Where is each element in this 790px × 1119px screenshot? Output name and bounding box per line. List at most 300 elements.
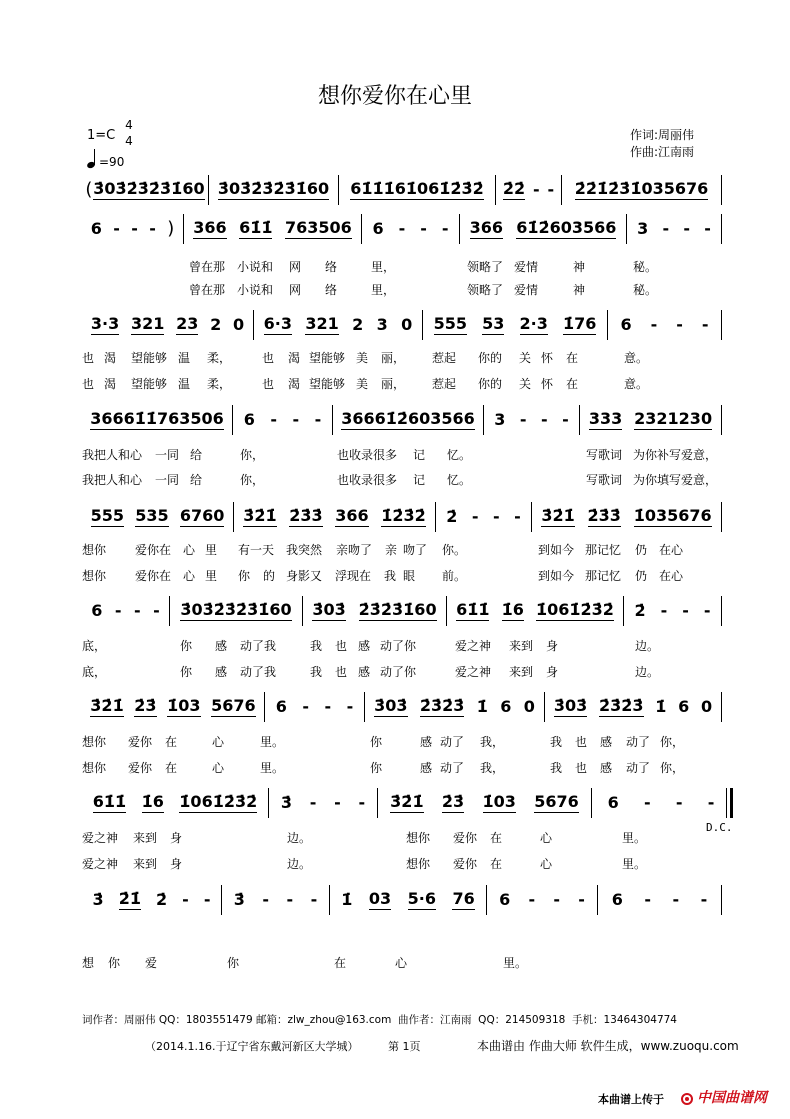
note: 6 xyxy=(500,696,512,716)
sustain-dash: - xyxy=(683,218,690,238)
lyric-segment: 也收录很多 xyxy=(337,473,398,487)
note-group: 333 xyxy=(588,409,623,428)
measure xyxy=(82,310,254,340)
note-group: 1̇76 xyxy=(563,314,597,333)
repeat-bracket: ( xyxy=(85,178,93,200)
lyric-segment: 你的 xyxy=(478,351,503,365)
lyric-segment: 想你 xyxy=(82,735,107,749)
lyric-segment: 爱之神 xyxy=(455,665,492,679)
note-group: 6760 xyxy=(179,506,225,525)
note-group: 2̇3̇2̇3̇ xyxy=(419,696,465,715)
sustain-dash: - xyxy=(540,409,548,429)
measure xyxy=(496,175,562,205)
measure xyxy=(269,788,378,818)
lyric-segment: 想你 xyxy=(82,543,107,557)
lyric-segment: 爱 xyxy=(145,956,158,970)
lyric-segment: 我 xyxy=(384,569,397,583)
lyric-segment: 感 xyxy=(215,639,228,653)
note-group: 2321230 xyxy=(634,409,713,428)
lyric-segment: 记 xyxy=(413,473,426,487)
final-measure xyxy=(592,788,733,818)
lyric-segment: 动了 xyxy=(440,761,465,775)
note: 6 xyxy=(607,792,619,812)
lyric-segment: 爱你 xyxy=(128,761,153,775)
lyric-segment: 爱你在 xyxy=(135,543,172,557)
quarter-note-icon xyxy=(86,148,98,170)
note: 1̇ xyxy=(341,889,353,909)
lyric-segment: 爱你 xyxy=(453,857,478,871)
sustain-dash: - xyxy=(672,889,680,909)
note: 0 xyxy=(523,696,535,716)
lyric-segment: 写歌词 xyxy=(586,448,623,462)
lyric-segment: 来到 xyxy=(133,831,158,845)
note-group: 3̇2̇1̇ xyxy=(390,792,424,811)
sustain-dash: - xyxy=(262,889,269,909)
lyric-segment: 在 xyxy=(566,377,579,391)
lyric-segment: 渴 xyxy=(104,377,117,391)
lyric-segment: 给 xyxy=(190,448,203,462)
da-capo-mark: D.C. xyxy=(706,821,733,834)
sustain-dash: - xyxy=(644,889,651,909)
note: 6 xyxy=(91,600,103,620)
measure xyxy=(233,405,333,435)
note-group: 1̇6 xyxy=(501,600,524,619)
generator-note: 本曲谱由 作曲大师 软件生成，www.zuoqu.com xyxy=(477,1039,739,1053)
lyric-segment: 我 xyxy=(550,761,563,775)
lyric-segment: 在 xyxy=(490,831,503,845)
lyric-segment: 想你 xyxy=(406,831,431,845)
lyric-segment: 你 xyxy=(370,761,383,775)
measure xyxy=(234,502,436,532)
note: 3̇ xyxy=(233,889,245,909)
lyric-segment: 里。 xyxy=(622,857,647,871)
measure xyxy=(265,692,365,722)
lyric-segment: 来到 xyxy=(509,665,534,679)
sustain-dash: - xyxy=(324,696,332,716)
note-group: 36661̇1̇763506 xyxy=(90,409,224,428)
sustain-dash: - xyxy=(514,506,521,526)
lyric-segment: 在心 xyxy=(659,543,684,557)
note-group: 23 xyxy=(176,314,199,333)
note: 6 xyxy=(372,218,384,238)
note-group: 5·6 xyxy=(407,889,436,908)
lyric-segment: 想你 xyxy=(82,761,107,775)
note-group: 76 xyxy=(452,889,475,908)
lyric-segment: 边。 xyxy=(635,639,660,653)
lyric-segment: 心 xyxy=(212,735,225,749)
lyric-segment: 也 xyxy=(335,639,348,653)
note: 0 xyxy=(232,314,245,334)
note-group: 2̇3̇3̇ xyxy=(587,506,621,525)
lyric-segment: 你 xyxy=(370,735,383,749)
sustain-dash: - xyxy=(420,218,427,238)
lyric-segment: 亲 xyxy=(385,543,398,557)
lyric-segment: 也 xyxy=(82,377,95,391)
lyric-segment: 里 xyxy=(205,543,218,557)
lyric-segment: 感 xyxy=(600,735,613,749)
note-group: 2̇3̇ xyxy=(441,792,465,811)
note-group: 61̇1̇1̇61̇061̇2̇3̇2̇ xyxy=(350,179,484,198)
lyric-segment: 动了 xyxy=(626,735,651,749)
lyric-segment: 身影又 xyxy=(286,569,323,583)
lyric-segment: 爱之神 xyxy=(82,857,119,871)
lyric-segment: 心 xyxy=(183,543,196,557)
measure xyxy=(580,405,722,435)
note: 3 xyxy=(637,218,649,238)
note-group: 36661̇2̇603566 xyxy=(341,409,475,428)
measure xyxy=(365,692,545,722)
measure xyxy=(627,214,722,244)
sustain-dash: - xyxy=(492,506,500,526)
lyric-segment: 柔， xyxy=(207,377,232,391)
sustain-dash: - xyxy=(528,889,536,909)
sustain-dash: - xyxy=(114,600,122,620)
sustain-dash: - xyxy=(700,889,708,909)
lyric-segment: 你。 xyxy=(442,543,467,557)
lyric-segment: 想 xyxy=(82,956,95,970)
lyric-segment: 领略了 xyxy=(467,260,504,274)
measure xyxy=(330,885,487,915)
sustain-dash: - xyxy=(532,179,540,199)
lyric-segment: 底， xyxy=(82,639,107,653)
sustain-dash: - xyxy=(703,600,711,620)
lyric-segment: 想你 xyxy=(82,569,107,583)
sustain-dash: - xyxy=(441,218,449,238)
lyric-segment: 渴 xyxy=(288,351,301,365)
lyric-segment: 望能够 xyxy=(131,377,168,391)
lyric-segment: 爱之神 xyxy=(82,831,119,845)
measure xyxy=(82,885,222,915)
measure xyxy=(82,175,209,205)
lyric-segment: 曾在那 xyxy=(189,283,226,297)
lyric-segment: 身 xyxy=(546,639,559,653)
note-group: 2̇3̇2̇3̇ xyxy=(598,696,644,715)
lyric-segment: 感 xyxy=(358,665,371,679)
sustain-dash: - xyxy=(682,600,689,620)
sustain-dash: - xyxy=(149,218,156,238)
note: 3 xyxy=(376,314,388,334)
lyric-segment: 在 xyxy=(165,761,178,775)
lyric-segment: 也 xyxy=(575,735,588,749)
lyric-segment: 望能够 xyxy=(131,351,168,365)
repeat-bracket: ) xyxy=(167,217,175,239)
lyric-segment: 动了我 xyxy=(240,639,277,653)
note: 2̇ xyxy=(155,889,168,909)
note-group: 61̇1̇ xyxy=(456,600,490,619)
lyric-segment: 里， xyxy=(371,260,396,274)
lyric-segment: 在 xyxy=(165,735,178,749)
lyric-segment: 我 xyxy=(310,665,323,679)
note-group: 61̇2̇603566 xyxy=(516,218,617,237)
lyric-segment: 感 xyxy=(600,761,613,775)
lyric-segment: 心 xyxy=(183,569,196,583)
lyric-segment: 给 xyxy=(190,473,203,487)
note: 1̇ xyxy=(476,696,488,716)
lyric-segment: 前。 xyxy=(442,569,467,583)
sustain-dash: - xyxy=(675,792,683,812)
lyric-segment: 吻了 xyxy=(403,543,428,557)
time-signature-top: 4 xyxy=(125,118,133,132)
note-group: 3̇03̇ xyxy=(553,696,588,715)
lyric-segment: 爱你 xyxy=(453,831,478,845)
lyric-segment: 惹起 xyxy=(432,377,457,391)
measure xyxy=(484,405,580,435)
note-group: 03 xyxy=(368,889,392,908)
lyric-segment: 曾在那 xyxy=(189,260,226,274)
upload-note: 本曲谱上传于 xyxy=(598,1093,664,1106)
lyric-segment: 里。 xyxy=(503,956,528,970)
lyric-segment: 望能够 xyxy=(309,377,346,391)
note-group: 3̇03̇2̇3̇2̇3̇1̇60 xyxy=(93,179,205,198)
note-group: 3̇03̇2̇3̇2̇3̇1̇60 xyxy=(217,179,330,198)
lyric-segment: 意。 xyxy=(624,351,649,365)
lyric-segment: 怀 xyxy=(541,351,554,365)
sustain-dash: - xyxy=(292,409,300,429)
lyric-segment: 温 xyxy=(178,351,191,365)
lyric-segment: 秘。 xyxy=(633,260,658,274)
lyric-segment: 爱情 xyxy=(514,260,539,274)
sustain-dash: - xyxy=(309,792,317,812)
note-group: 763506 xyxy=(284,218,352,237)
sustain-dash: - xyxy=(704,218,711,238)
lyric-segment: 边。 xyxy=(635,665,660,679)
measure xyxy=(222,885,330,915)
lyric-segment: 关 xyxy=(519,377,532,391)
lyric-segment: 络 xyxy=(325,283,338,297)
measure xyxy=(447,596,624,626)
lyric-segment: 有一天 xyxy=(238,543,275,557)
note: 2̇ xyxy=(634,600,646,620)
lyric-segment: 意。 xyxy=(624,377,649,391)
note: 2 xyxy=(210,314,222,334)
lyric-segment: 身 xyxy=(170,857,183,871)
measure xyxy=(82,405,233,435)
lyric-segment: 怀 xyxy=(541,377,554,391)
note-group: 366 xyxy=(335,506,369,525)
date-place-note: （2014.1.16.于辽宁省东戴河新区大学城） xyxy=(145,1040,359,1053)
lyric-segment: 渴 xyxy=(104,351,117,365)
lyric-segment: 那记忆 xyxy=(585,543,622,557)
measure xyxy=(460,214,627,244)
lyric-segment: 我突然 xyxy=(286,543,323,557)
lyric-segment: 神 xyxy=(573,260,586,274)
lyric-segment: 小说和 xyxy=(237,260,274,274)
note-group: 321 xyxy=(130,314,165,333)
note-group: 2̇3̇3̇ xyxy=(289,506,323,525)
lyric-segment: 那记忆 xyxy=(585,569,622,583)
lyric-segment: 秘。 xyxy=(633,283,658,297)
lyric-segment: 也 xyxy=(262,377,275,391)
lyric-segment: 里 xyxy=(205,569,218,583)
note: 3 xyxy=(494,409,506,429)
note-group: 2·3 xyxy=(519,314,548,333)
lyric-segment: 我 xyxy=(310,639,323,653)
lyric-segment: 网 xyxy=(289,260,302,274)
lyric-segment: 底， xyxy=(82,665,107,679)
lyric-segment: 动了 xyxy=(440,735,465,749)
lyric-segment: 为你补写爱意， xyxy=(633,448,718,462)
measure xyxy=(339,175,496,205)
measure xyxy=(423,310,608,340)
lyric-segment: 感 xyxy=(215,665,228,679)
lyric-segment: 写歌词 xyxy=(586,473,623,487)
lyric-segment: 也 xyxy=(262,351,275,365)
sustain-dash: - xyxy=(203,889,211,909)
lyric-segment: 感 xyxy=(420,761,433,775)
lyric-segment: 爱你在 xyxy=(135,569,172,583)
sustain-dash: - xyxy=(660,600,668,620)
note-group: 3̇03̇ xyxy=(374,696,408,715)
note: 3̇ xyxy=(280,792,292,812)
note-group: 366 xyxy=(193,218,227,237)
measure xyxy=(562,175,722,205)
sustain-dash: - xyxy=(562,409,569,429)
site-logo-text: 中国曲谱网 xyxy=(697,1090,767,1106)
note: 6 xyxy=(678,696,690,716)
sustain-dash: - xyxy=(113,218,120,238)
lyric-segment: 仍 xyxy=(635,569,648,583)
lyric-segment: 仍 xyxy=(635,543,648,557)
lyric-segment: 到如今 xyxy=(538,543,575,557)
note: 6 xyxy=(499,889,511,909)
lyric-segment: 亲吻了 xyxy=(336,543,373,557)
note: 6 xyxy=(620,314,632,334)
measure xyxy=(82,788,269,818)
lyric-segment: 温 xyxy=(178,377,191,391)
lyric-segment: 边。 xyxy=(287,831,312,845)
lyric-segment: 我 xyxy=(550,735,563,749)
lyric-segment: 动了你 xyxy=(380,639,417,653)
note-group: 3̇2̇1̇ xyxy=(243,506,277,525)
lyric-segment: 浮现在 xyxy=(335,569,372,583)
lyric-segment: 动了你 xyxy=(380,665,417,679)
lyric-segment: 感 xyxy=(420,735,433,749)
lyric-segment: 你 xyxy=(180,639,193,653)
lyric-segment: 心 xyxy=(540,857,553,871)
sustain-dash: - xyxy=(286,889,294,909)
note-group: 2̇3̇2̇3̇1̇60 xyxy=(358,600,437,619)
lyric-segment: 来到 xyxy=(133,857,158,871)
note-group: 3·3 xyxy=(90,314,120,333)
composer-credit: 作曲:江南雨 xyxy=(630,145,695,159)
note-group: 1̇03 xyxy=(167,696,201,715)
note-group: 1̇061̇2̇3̇2̇ xyxy=(535,600,614,619)
sustain-dash: - xyxy=(302,696,309,716)
measure xyxy=(487,885,598,915)
measure xyxy=(436,502,532,532)
lyric-segment: 心 xyxy=(395,956,408,970)
sustain-dash: - xyxy=(676,314,683,334)
note-group: 61̇1̇ xyxy=(92,792,127,811)
lyric-segment: 领略了 xyxy=(467,283,504,297)
lyric-segment: 爱之神 xyxy=(455,639,492,653)
song-title: 想你爱你在心里 xyxy=(317,84,472,109)
lyric-segment: 柔， xyxy=(207,351,232,365)
note: 6 xyxy=(611,889,623,909)
sustain-dash: - xyxy=(314,409,322,429)
tempo-marking xyxy=(86,148,146,170)
note-group: 1̇6 xyxy=(141,792,164,811)
lyric-segment: 里。 xyxy=(260,735,285,749)
note-group: 3̇03̇2̇3̇2̇3̇1̇60 xyxy=(180,600,292,619)
measure xyxy=(545,692,722,722)
note-group: 555 xyxy=(90,506,125,525)
lyric-segment: 你 xyxy=(180,665,193,679)
note-group: 1̇061̇2̇3̇2̇ xyxy=(179,792,258,811)
sustain-dash: - xyxy=(553,889,560,909)
lyric-segment: 里， xyxy=(371,283,396,297)
time-signature xyxy=(123,117,135,149)
note-group: 2̇3̇ xyxy=(134,696,157,715)
note-group: 5676 xyxy=(211,696,256,715)
measure xyxy=(303,596,447,626)
sustain-dash: - xyxy=(707,792,715,812)
lyric-segment: 关 xyxy=(519,351,532,365)
page-number: 第 1页 xyxy=(388,1040,421,1053)
lyric-segment: 网 xyxy=(289,283,302,297)
lyric-segment: 一同 xyxy=(155,448,180,462)
note: 2 xyxy=(352,314,364,334)
note-group: 1̇03 xyxy=(482,792,516,811)
lyric-segment: 也收录很多 xyxy=(337,448,398,462)
lyric-segment: 在 xyxy=(566,351,579,365)
lyric-segment: 络 xyxy=(325,260,338,274)
sustain-dash: - xyxy=(334,792,341,812)
lyric-segment: 美 xyxy=(356,351,369,365)
lyric-segment: 想你 xyxy=(406,857,431,871)
lyric-segment: 的 xyxy=(263,569,276,583)
sustain-dash: - xyxy=(662,218,670,238)
lyric-segment: 丽， xyxy=(381,351,406,365)
lyricist-credit: 作词:周丽伟 xyxy=(630,128,695,142)
lyric-segment: 小说和 xyxy=(237,283,274,297)
measure xyxy=(532,502,722,532)
note-group: 2̇2̇ xyxy=(502,179,526,198)
sustain-dash: - xyxy=(310,889,318,909)
note: 3̇ xyxy=(92,889,104,909)
lyric-segment: 来到 xyxy=(509,639,534,653)
lyric-segment: 边。 xyxy=(287,857,312,871)
measure xyxy=(378,788,592,818)
measure xyxy=(82,214,184,244)
note-group: 3̇2̇1̇ xyxy=(90,696,124,715)
lyric-segment: 心 xyxy=(212,761,225,775)
sustain-dash: - xyxy=(131,218,138,238)
lyric-segment: 你， xyxy=(660,735,685,749)
measure xyxy=(254,310,423,340)
note: 6 xyxy=(90,218,102,238)
measure xyxy=(209,175,339,205)
note-group: 366 xyxy=(469,218,503,237)
lyric-segment: 感 xyxy=(358,639,371,653)
lyric-segment: 爱你 xyxy=(128,735,153,749)
lyric-segment: 眼 xyxy=(403,569,416,583)
lyric-segment: 我把人和心 xyxy=(82,448,143,462)
key-signature: 1=C xyxy=(87,128,116,143)
lyric-segment: 你 xyxy=(238,569,251,583)
note-group: 2̇1̇ xyxy=(118,889,141,908)
lyric-segment: 丽， xyxy=(381,377,406,391)
sustain-dash: - xyxy=(547,179,555,199)
note: 2̇ xyxy=(446,506,458,526)
measure xyxy=(362,214,460,244)
lyric-segment: 你 xyxy=(108,956,121,970)
note-group: 3̇2̇1̇ xyxy=(541,506,575,525)
lyric-segment: 你， xyxy=(660,761,685,775)
lyric-segment: 在 xyxy=(490,857,503,871)
measure xyxy=(608,310,722,340)
lyric-segment: 心 xyxy=(540,831,553,845)
